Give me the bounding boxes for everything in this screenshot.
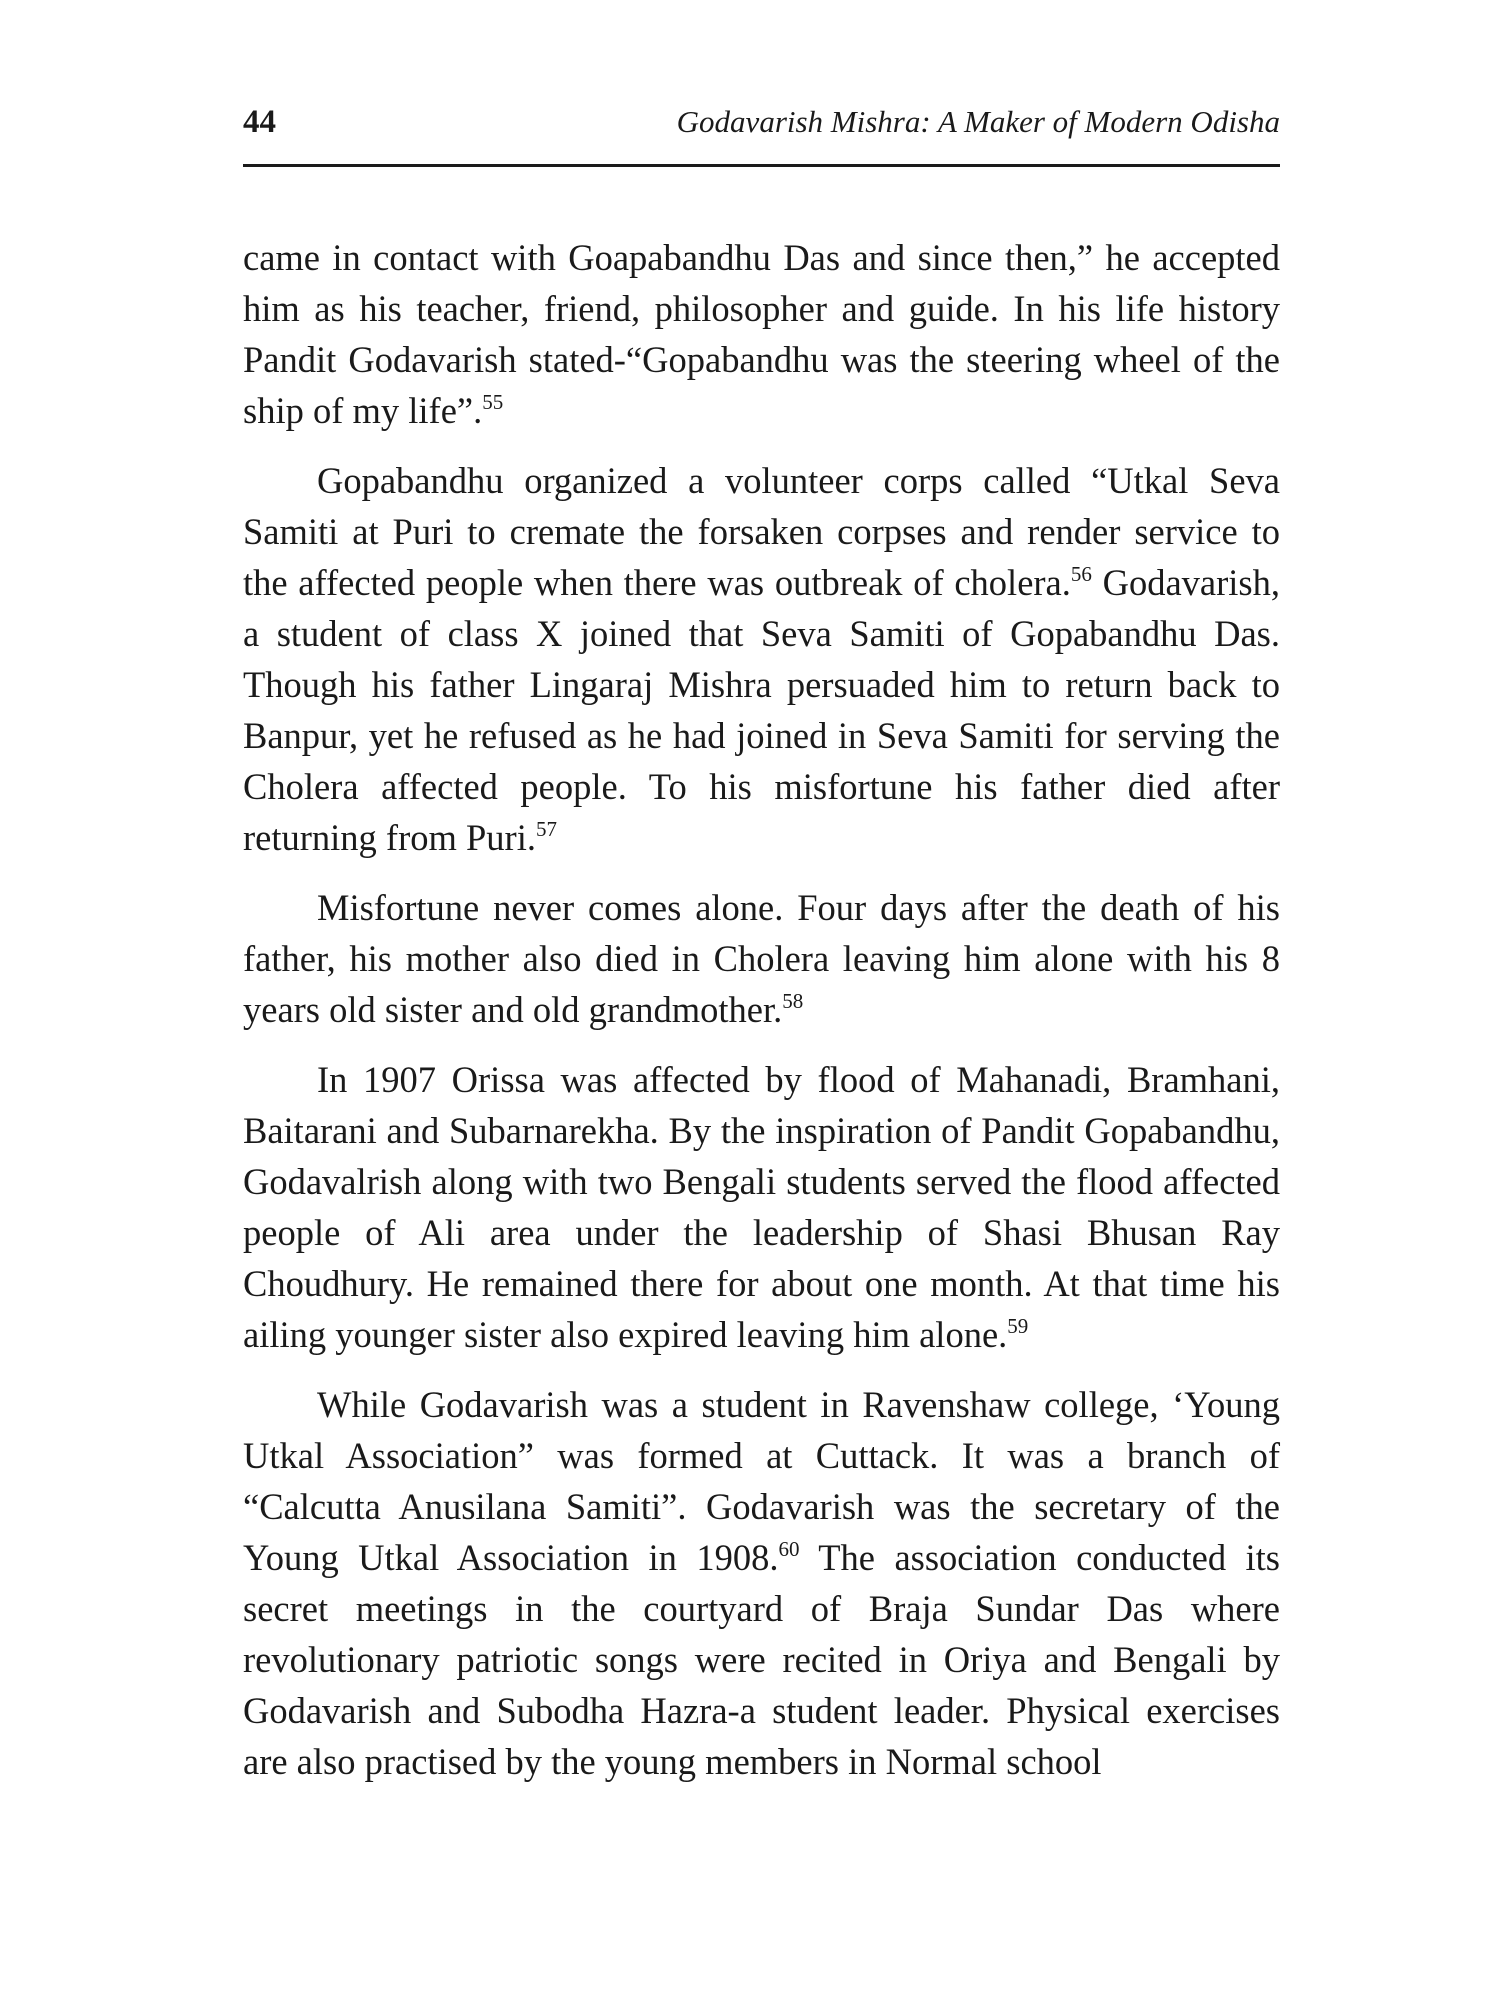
body-text (243, 232, 1280, 1787)
text-run: The association conducted its secret meetings in the courtyard of Braja Sundar Das where revolutionary patriotic songs were recited in Oriya and Bengali by Godavarish and Subodha Hazra-a student leader. Physical exercises are also practised by the young members in Normal school (243, 1537, 1281, 1782)
text-run: Godavarish, a student of class X joined that Seva Samiti of Gopabandhu Das. Though his father Lingaraj Mishra persuaded him to return back to Banpur, yet he refused as he had joined in Seva Samiti for serving the Cholera affected people. To his misfortune his father died after returning from Puri. (243, 562, 1280, 858)
text-run: Gopabandhu organized a volunteer corps called “Utkal Seva Samiti at Puri to cremate the forsaken corpses and render service to the affected people when there was outbreak of cholera. (243, 460, 1280, 603)
text-run: While Godavarish was a student in Ravenshaw college, ‘Young Utkal Association” was formed at Cuttack. It was a branch of “Calcutta Anusilana Samiti”. Godavarish was the secretary of the Young Utkal Association in 1908. (243, 1384, 1280, 1578)
paragraph (243, 1379, 1280, 1787)
paragraph (243, 455, 1280, 863)
footnote-marker: 55 (482, 390, 504, 414)
text-run: Misfortune never comes alone. Four days after the death of his father, his mother also died in Cholera leaving him alone with his 8 years old sister and old grandmother. (243, 887, 1280, 1030)
text-run: came in contact with Goapabandhu Das and since then,” he accepted him as his teacher, friend, philosopher and guide. In his life history Pandit Godavarish stated-“Gopabandhu was the steering wheel of the ship of my life”. (243, 237, 1280, 431)
header-rule (243, 164, 1280, 167)
paragraph (243, 232, 1280, 436)
footnote-marker: 57 (535, 817, 557, 841)
paragraph (243, 1054, 1280, 1360)
running-head (243, 100, 1280, 150)
footnote-marker: 59 (1007, 1314, 1029, 1338)
footnote-marker: 56 (1070, 562, 1092, 586)
footnote-marker: 60 (778, 1537, 800, 1561)
book-title: Godavarish Mishra: A Maker of Modern Odisha (676, 104, 1280, 139)
page-number: 44 (243, 104, 276, 140)
text-run: In 1907 Orissa was affected by flood of Mahanadi, Bramhani, Baitarani and Subarnarekha. By the inspiration of Pandit Gopabandhu, Godavalrish along with two Bengali students served the flood affected people of Ali area under the leadership of Shasi Bhusan Ray Choudhury. He remained there for about one month. At that time his ailing younger sister also expired leaving him alone. (243, 1059, 1280, 1355)
footnote-marker: 58 (782, 989, 804, 1013)
paragraph (243, 882, 1280, 1035)
